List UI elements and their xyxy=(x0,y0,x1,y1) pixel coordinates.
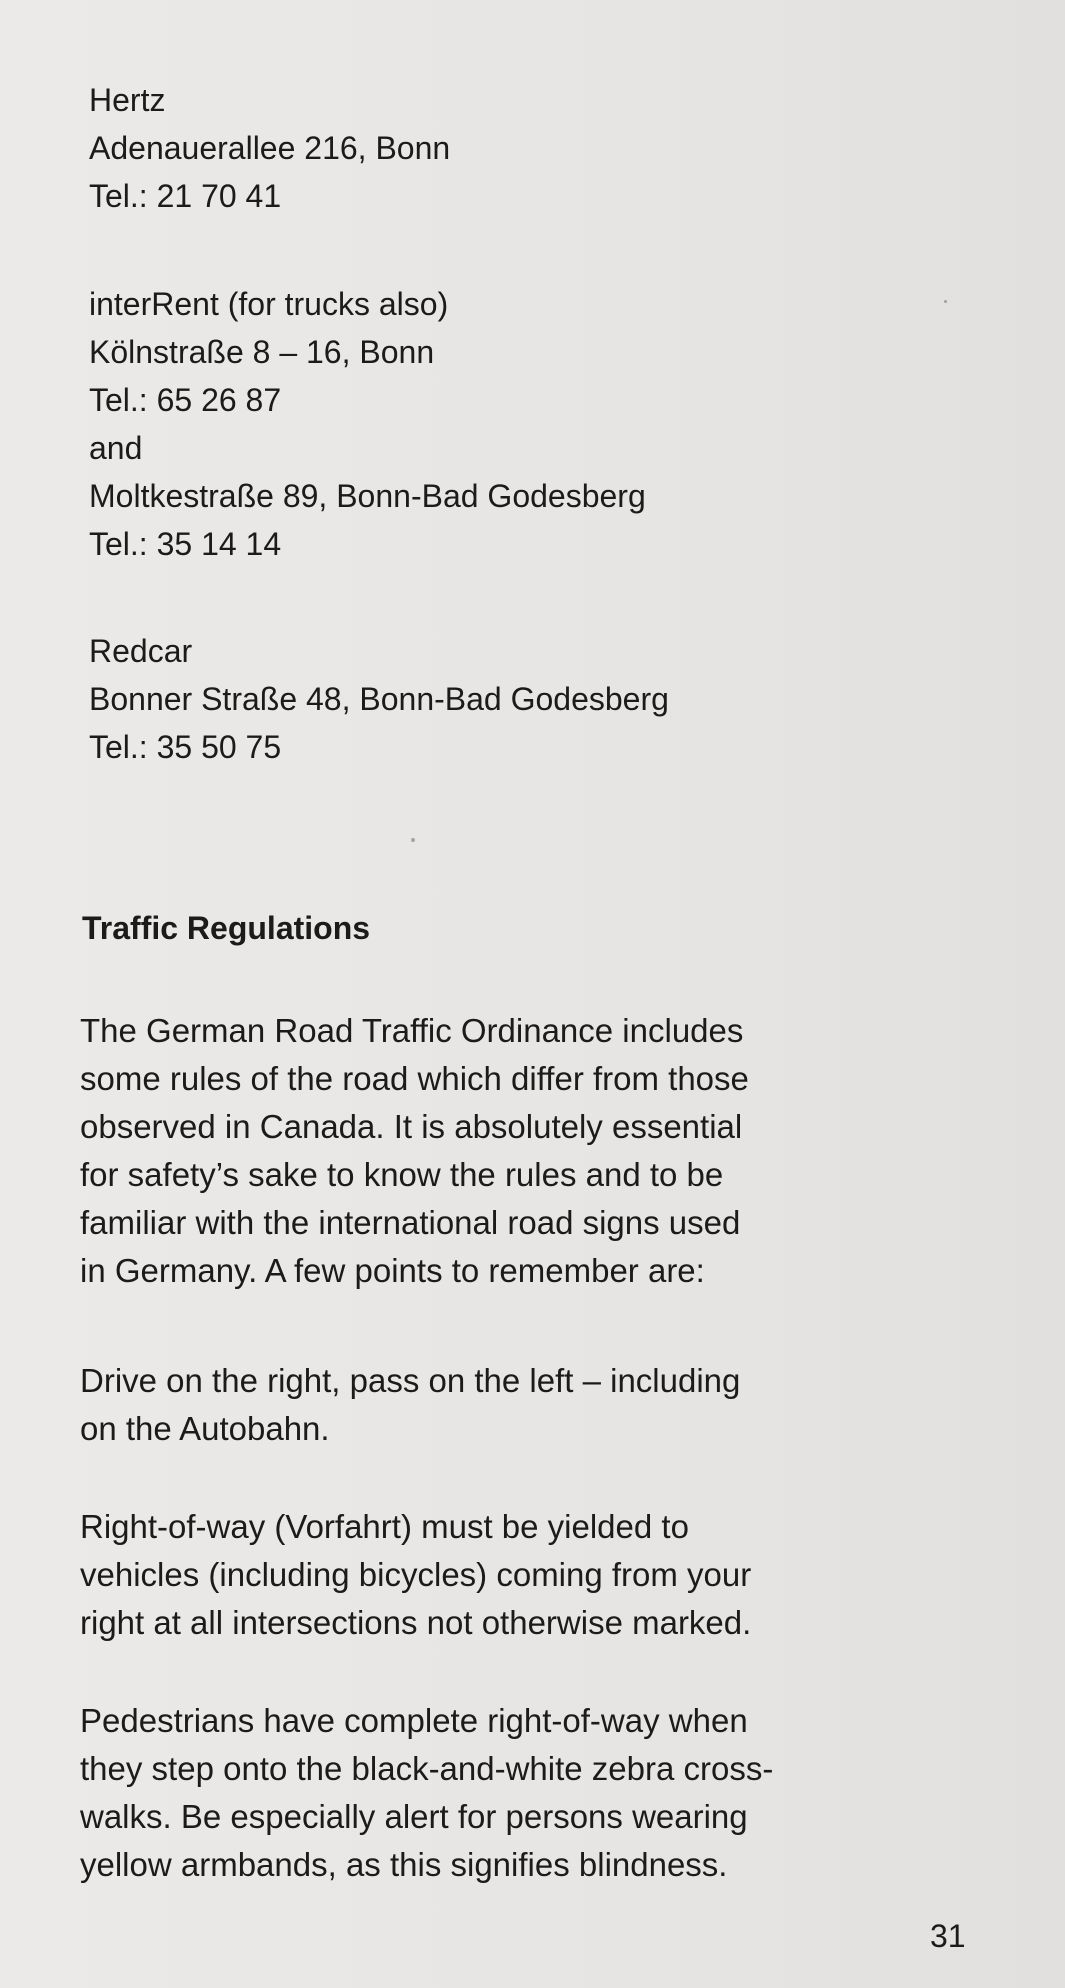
agency-phone-secondary: Tel.: 35 14 14 xyxy=(89,526,282,562)
rental-agency-interrent xyxy=(89,280,646,568)
agency-address: Adenauerallee 216, Bonn xyxy=(89,130,451,166)
agency-address-secondary: Moltkestraße 89, Bonn-Bad Godesberg xyxy=(89,478,646,514)
agency-name: Hertz xyxy=(89,82,166,118)
paragraph-line: Right-of-way (Vorfahrt) must be yielded to xyxy=(80,1508,689,1545)
section-heading: Traffic Regulations xyxy=(82,910,371,946)
agency-address: Kölnstraße 8 – 16, Bonn xyxy=(89,334,435,370)
paragraph-line: for safety’s sake to know the rules and to be xyxy=(80,1156,724,1193)
paragraph-pedestrians xyxy=(80,1697,990,1889)
paragraph-line: in Germany. A few points to remember are: xyxy=(80,1252,705,1289)
paragraph-line: The German Road Traffic Ordinance includes xyxy=(80,1012,744,1049)
paragraph-right-of-way xyxy=(80,1503,990,1647)
paragraph-drive-right xyxy=(80,1357,990,1453)
agency-address: Bonner Straße 48, Bonn-Bad Godesberg xyxy=(89,681,669,717)
paragraph-line: on the Autobahn. xyxy=(80,1410,330,1447)
agency-phone: Tel.: 65 26 87 xyxy=(89,382,282,418)
paragraph-line: walks. Be especially alert for persons wearing xyxy=(80,1798,748,1835)
paragraph-line: some rules of the road which differ from those xyxy=(80,1060,749,1097)
paragraph-line: Drive on the right, pass on the left – including xyxy=(80,1362,741,1399)
paragraph-line: familiar with the international road signs used xyxy=(80,1204,741,1241)
agency-connector: and xyxy=(89,430,143,466)
agency-phone: Tel.: 35 50 75 xyxy=(89,729,282,765)
print-speck xyxy=(411,838,415,842)
print-speck xyxy=(944,300,947,303)
paragraph-line: observed in Canada. It is absolutely essential xyxy=(80,1108,743,1145)
rental-agency-redcar xyxy=(89,627,669,771)
paragraph-line: Pedestrians have complete right-of-way when xyxy=(80,1702,748,1739)
page-number: 31 xyxy=(930,1918,966,1954)
paragraph-line: yellow armbands, as this signifies blindness. xyxy=(80,1846,728,1883)
agency-name: interRent (for trucks also) xyxy=(89,286,449,322)
paragraph-line: right at all intersections not otherwise marked. xyxy=(80,1604,752,1641)
paragraph-line: vehicles (including bicycles) coming from your xyxy=(80,1556,752,1593)
paragraph-line: they step onto the black-and-white zebra cross- xyxy=(80,1750,774,1787)
paragraph-intro xyxy=(80,1007,990,1295)
rental-agency-hertz xyxy=(89,76,450,220)
agency-phone: Tel.: 21 70 41 xyxy=(89,178,282,214)
agency-name: Redcar xyxy=(89,633,193,669)
